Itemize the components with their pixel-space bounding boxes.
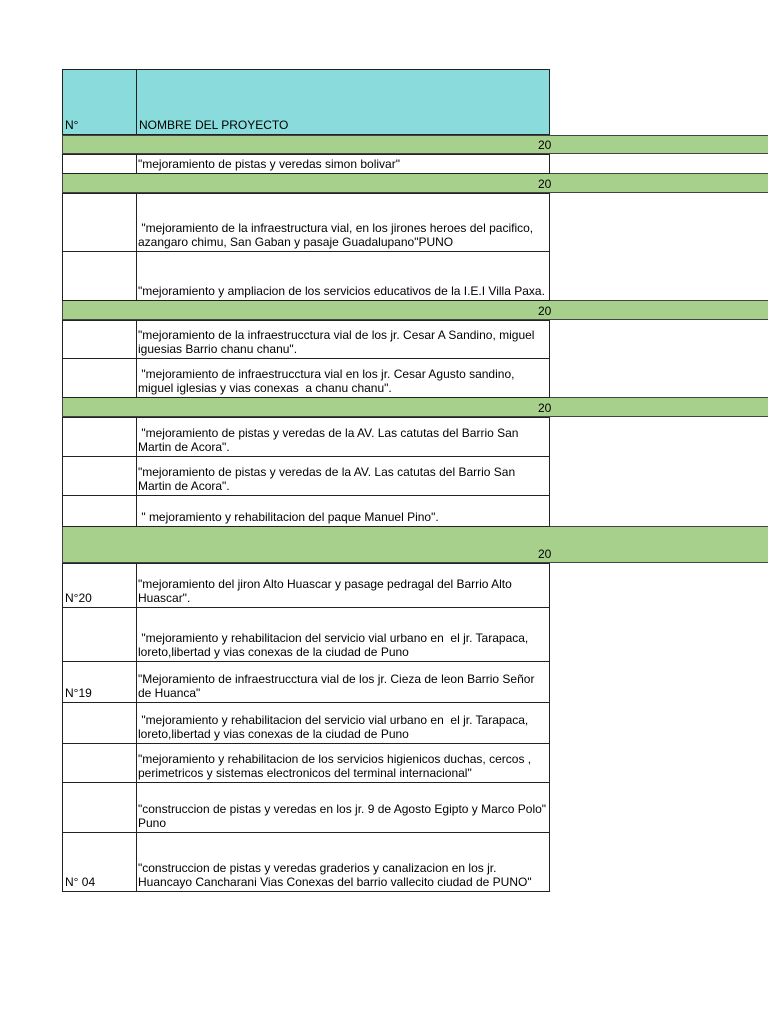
- project-name: "construccion de pistas y veredas en los jr. 9 de Agosto Egipto y Marco Polo" Puno: [138, 802, 550, 830]
- project-cell[interactable]: [136, 417, 550, 457]
- header-project-cell[interactable]: [136, 69, 550, 135]
- year-band[interactable]: [62, 397, 768, 417]
- number-cell[interactable]: [62, 563, 137, 608]
- project-cell[interactable]: [136, 358, 550, 398]
- number-value: N°20: [65, 591, 92, 605]
- project-name: "mejoramiento de la infraestrucctura vial de los jr. Cesar A Sandino, miguel iguesias Barrio chanu chanu".: [138, 328, 538, 356]
- year-band[interactable]: [62, 135, 768, 154]
- project-cell[interactable]: [136, 782, 550, 833]
- project-cell[interactable]: [136, 320, 550, 359]
- project-name: "mejoramiento de infraestrucctura vial en los jr. Cesar Agusto sandino, miguel iglesias y vias conexas a chanu chanu".: [138, 367, 518, 395]
- project-name: "mejoramiento y ampliacion de los servicios educativos de la I.E.I Villa Paxa.: [138, 284, 545, 298]
- project-name: "mejoramiento de la infraestructura vial, en los jirones heroes del pacifico, azangaro chimu, San Gaban y pasaje Guadalupano"PUNO: [138, 221, 537, 249]
- number-cell[interactable]: [62, 495, 137, 527]
- number-cell[interactable]: [62, 782, 137, 833]
- project-name: "construccion de pistas y veredas graderios y canalizacion en los jr. Huancayo Cancharani Vias Conexas del barrio vallecito ciudad de PUNO": [138, 861, 532, 889]
- number-cell[interactable]: [62, 607, 137, 662]
- number-value: N°19: [65, 686, 92, 700]
- project-name: "mejoramiento y rehabilitacion del servicio vial urbano en el jr. Tarapaca, loreto,libertad y vias conexas de la ciudad de Puno: [138, 713, 532, 741]
- year-band-label: 20: [538, 177, 552, 191]
- project-cell[interactable]: [136, 832, 550, 892]
- number-cell[interactable]: [62, 832, 137, 892]
- project-name: "mejoramiento de pistas y veredas simon bolivar": [138, 157, 400, 171]
- project-cell[interactable]: [136, 661, 550, 703]
- number-cell[interactable]: [62, 661, 137, 703]
- project-name: "mejoramiento y rehabilitacion de los servicios higienicos duchas, cercos , perimetricos y sistemas electronicos del terminal internacional": [138, 752, 535, 780]
- number-cell[interactable]: [62, 320, 137, 359]
- project-name: "mejoramiento del jiron Alto Huascar y pasage pedragal del Barrio Alto Huascar".: [138, 577, 516, 605]
- project-cell[interactable]: [136, 607, 550, 662]
- project-cell[interactable]: [136, 154, 550, 174]
- project-name: "Mejoramiento de infraestrucctura vial de los jr. Cieza de leon Barrio Señor de Huanca": [138, 672, 538, 700]
- project-cell[interactable]: [136, 743, 550, 783]
- header-number-cell[interactable]: [62, 69, 137, 135]
- project-cell[interactable]: [136, 456, 550, 496]
- number-cell[interactable]: [62, 417, 137, 457]
- year-band[interactable]: [62, 526, 768, 563]
- year-band[interactable]: [62, 173, 768, 193]
- project-cell[interactable]: [136, 495, 550, 527]
- year-band-label: 20: [538, 304, 552, 318]
- year-band[interactable]: [62, 300, 768, 320]
- header-number-label: N°: [65, 118, 79, 132]
- year-band-label: 20: [538, 138, 552, 152]
- project-name: " mejoramiento y rehabilitacion del paque Manuel Pino".: [138, 510, 439, 524]
- number-cell[interactable]: [62, 358, 137, 398]
- year-band-label: 20: [538, 401, 552, 415]
- header-project-label: NOMBRE DEL PROYECTO: [139, 118, 289, 132]
- project-cell[interactable]: [136, 563, 550, 608]
- number-cell[interactable]: [62, 154, 137, 174]
- number-cell[interactable]: [62, 456, 137, 496]
- project-cell[interactable]: [136, 193, 550, 252]
- project-cell[interactable]: [136, 251, 550, 301]
- year-band-label: 20: [538, 547, 552, 561]
- project-name: "mejoramiento de pistas y veredas de la AV. Las catutas del Barrio San Martin de Acora".: [138, 426, 522, 454]
- number-value: N° 04: [65, 875, 96, 889]
- number-cell[interactable]: [62, 702, 137, 744]
- project-name: "mejoramiento de pistas y veredas de la AV. Las catutas del Barrio San Martin de Acora".: [138, 465, 519, 493]
- project-name: "mejoramiento y rehabilitacion del servicio vial urbano en el jr. Tarapaca, loreto,libertad y vias conexas de la ciudad de Puno: [138, 631, 532, 659]
- project-cell[interactable]: [136, 702, 550, 744]
- number-cell[interactable]: [62, 743, 137, 783]
- number-cell[interactable]: [62, 193, 137, 252]
- number-cell[interactable]: [62, 251, 137, 301]
